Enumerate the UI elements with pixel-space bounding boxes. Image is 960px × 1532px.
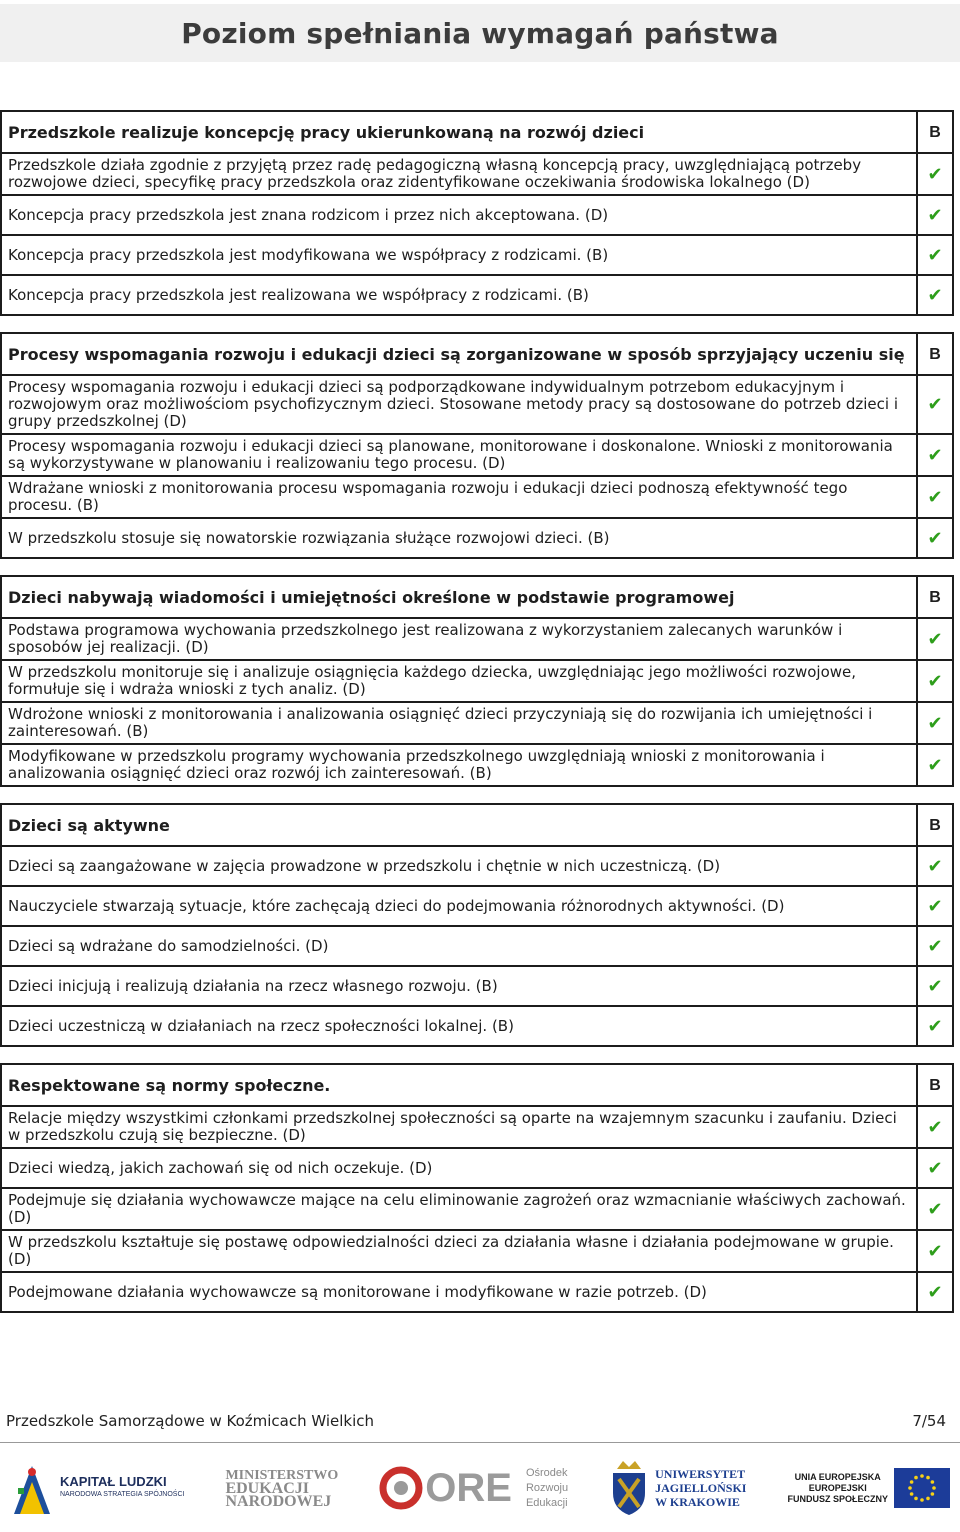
criterion-text: Podejmuje się działania wychowawcze mające na celu eliminowanie zagrożeń oraz wzmacnianie właściwych zachowań. (D): [0, 1189, 918, 1231]
checkmark-icon: ✔: [927, 975, 943, 997]
kapital-ludzki-emblem-icon: [10, 1458, 54, 1518]
uj-line-1: UNIWERSYTET: [655, 1467, 746, 1481]
eu-star: [914, 1476, 918, 1480]
eu-flag-icon: [894, 1468, 950, 1508]
criterion-row: [0, 1273, 954, 1313]
ue-line-1: UNIA EUROPEJSKA: [794, 1471, 881, 1482]
checkmark-icon: ✔: [927, 244, 943, 266]
requirement-header-row: [0, 803, 954, 847]
criterion-text: Modyfikowane w przedszkolu programy wychowania przedszkolnego uwzględniają wnioski z monitorowania i analizowania osiągnięć dzieci oraz rozwój ich zainteresowań. (B): [0, 745, 918, 787]
eu-star: [920, 1474, 924, 1478]
checkmark-icon: ✔: [927, 1198, 943, 1220]
criterion-text: W przedszkolu kształtuje się postawę odpowiedzialności dzieci za działania własne i działania podejmowane w grupie. (D): [0, 1231, 918, 1273]
ore-logo: [379, 1452, 568, 1524]
criterion-row: [0, 619, 954, 661]
criterion-mark-cell: [918, 927, 954, 967]
uj-line-2: JAGIELLOŃSKI: [655, 1481, 747, 1495]
criterion-row: [0, 1007, 954, 1047]
requirement-title: Dzieci są aktywne: [0, 803, 918, 847]
title-bar: [0, 4, 960, 62]
ore-name: ORE: [425, 1466, 512, 1510]
checkmark-icon: ✔: [927, 444, 943, 466]
criterion-row: [0, 745, 954, 787]
requirement-title: Przedszkole realizuje koncepcję pracy ukierunkowaną na rozwój dzieci: [0, 110, 918, 154]
footer-divider: [0, 1442, 960, 1443]
checkmark-icon: ✔: [927, 754, 943, 776]
ore-emblem-icon: [379, 1466, 423, 1510]
requirement-title: Respektowane są normy społeczne.: [0, 1063, 918, 1107]
criterion-row: [0, 847, 954, 887]
requirement-section: [0, 575, 954, 787]
requirement-section: [0, 332, 954, 559]
criterion-text: Relacje między wszystkimi członkami przedszkolnej społeczności są oparte na wzajemnym szacunku i zaufaniu. Dzieci w przedszkolu czują się bezpieczne. (D): [0, 1107, 918, 1149]
eu-star: [931, 1480, 935, 1484]
criterion-text: Podstawa programowa wychowania przedszkolnego jest realizowana z wykorzystaniem zalecanych warunków i sposobów jej realizacji. (D): [0, 619, 918, 661]
ue-line-2: EUROPEJSKI: [808, 1482, 867, 1493]
criterion-row: [0, 661, 954, 703]
criterion-text: Przedszkole działa zgodnie z przyjętą przez radę pedagogiczną własną koncepcją pracy, uwzględniającą potrzeby rozwojowe dzieci, specyfikę pracy przedszkola oraz zidentyfikowane oczekiwania środowiska lokalnego (D): [0, 154, 918, 196]
checkmark-icon: ✔: [927, 163, 943, 185]
eu-star: [931, 1492, 935, 1496]
requirement-grade: B: [918, 1063, 954, 1107]
criterion-text: Koncepcja pracy przedszkola jest znana rodzicom i przez nich akceptowana. (D): [0, 196, 918, 236]
uj-line-3: W KRAKOWIE: [655, 1495, 740, 1509]
checkmark-icon: ✔: [927, 670, 943, 692]
criterion-text: Dzieci inicjują i realizują działania na rzecz własnego rozwoju. (B): [0, 967, 918, 1007]
criterion-row: [0, 1189, 954, 1231]
eu-star: [926, 1497, 930, 1501]
ore-line-1: Ośrodek: [525, 1466, 568, 1479]
criterion-row: [0, 519, 954, 559]
criterion-row: [0, 196, 954, 236]
checkmark-icon: ✔: [927, 1240, 943, 1262]
criterion-text: Dzieci wiedzą, jakich zachowań się od nich oczekuje. (D): [0, 1149, 918, 1189]
checkmark-icon: ✔: [927, 628, 943, 650]
criterion-mark-cell: [918, 154, 954, 196]
criterion-mark-cell: [918, 1189, 954, 1231]
criterion-text: Procesy wspomagania rozwoju i edukacji dzieci są planowane, monitorowane i doskonalone. Wnioski z monitorowania są wykorzystywane w planowaniu i realizowaniu tego procesu. (D): [0, 435, 918, 477]
eu-star: [920, 1498, 924, 1502]
criterion-text: Koncepcja pracy przedszkola jest realizowana we współpracy z rodzicami. (B): [0, 276, 918, 316]
kapital-ludzki-tagline: NARODOWA STRATEGIA SPÓJNOŚCI: [60, 1491, 185, 1498]
logo-strip: [0, 1452, 960, 1524]
criterion-mark-cell: [918, 967, 954, 1007]
men-logo: [225, 1452, 338, 1524]
men-line-2: EDUKACJI: [225, 1479, 310, 1497]
criterion-mark-cell: [918, 1007, 954, 1047]
criterion-row: [0, 477, 954, 519]
checkmark-icon: ✔: [927, 935, 943, 957]
criterion-row: [0, 967, 954, 1007]
criterion-row: [0, 927, 954, 967]
requirement-title: Dzieci nabywają wiadomości i umiejętności określone w podstawie programowej: [0, 575, 918, 619]
eu-star: [910, 1492, 914, 1496]
criterion-mark-cell: [918, 1273, 954, 1313]
criterion-mark-cell: [918, 619, 954, 661]
ore-line-2: Rozwoju: [525, 1481, 569, 1494]
checkmark-icon: ✔: [927, 204, 943, 226]
criterion-text: Nauczyciele stwarzają sytuacje, które zachęcają dzieci do podejmowania różnorodnych aktywności. (D): [0, 887, 918, 927]
criterion-text: Wdrażane wnioski z monitorowania procesu wspomagania rozwoju i edukacji dzieci podnoszą efektywność tego procesu. (B): [0, 477, 918, 519]
footer-school-name: Przedszkole Samorządowe w Koźmicach Wielkich: [6, 1412, 375, 1430]
eu-star: [908, 1486, 912, 1490]
page-number: 7/54: [912, 1412, 946, 1430]
requirement-title: Procesy wspomagania rozwoju i edukacji dzieci są zorganizowane w sposób sprzyjający uczeniu się: [0, 332, 918, 376]
checkmark-icon: ✔: [927, 1157, 943, 1179]
checkmark-icon: ✔: [927, 712, 943, 734]
criterion-mark-cell: [918, 376, 954, 435]
ue-line-3: FUNDUSZ SPOŁECZNY: [787, 1493, 888, 1504]
criterion-row: [0, 1107, 954, 1149]
checkmark-icon: ✔: [927, 284, 943, 306]
criterion-mark-cell: [918, 847, 954, 887]
criterion-text: W przedszkolu stosuje się nowatorskie rozwiązania służące rozwojowi dzieci. (B): [0, 519, 918, 559]
requirement-section: [0, 1063, 954, 1313]
criterion-mark-cell: [918, 745, 954, 787]
checkmark-icon: ✔: [927, 1281, 943, 1303]
requirement-header-row: [0, 110, 954, 154]
criterion-text: Dzieci są wdrażane do samodzielności. (D): [0, 927, 918, 967]
criterion-row: [0, 276, 954, 316]
criterion-row: [0, 1149, 954, 1189]
criterion-mark-cell: [918, 1107, 954, 1149]
page-title: Poziom spełniania wymagań państwa: [181, 16, 779, 50]
criterion-mark-cell: [918, 1231, 954, 1273]
checkmark-icon: ✔: [927, 1116, 943, 1138]
uj-logo: [609, 1452, 746, 1524]
kapital-ludzki-logo: [10, 1452, 184, 1524]
criterion-text: Dzieci uczestniczą w działaniach na rzecz społeczności lokalnej. (B): [0, 1007, 918, 1047]
criterion-mark-cell: [918, 196, 954, 236]
criterion-mark-cell: [918, 276, 954, 316]
criterion-mark-cell: [918, 1149, 954, 1189]
criterion-mark-cell: [918, 435, 954, 477]
criterion-mark-cell: [918, 477, 954, 519]
criterion-text: Koncepcja pracy przedszkola jest modyfikowana we współpracy z rodzicami. (B): [0, 236, 918, 276]
ore-line-3: Edukacji: [525, 1496, 568, 1509]
criterion-row: [0, 236, 954, 276]
requirement-header-row: [0, 332, 954, 376]
criterion-mark-cell: [918, 887, 954, 927]
eu-star: [926, 1476, 930, 1480]
uj-crest-icon: [609, 1459, 649, 1517]
requirements-content: [0, 110, 954, 1329]
criterion-mark-cell: [918, 236, 954, 276]
requirement-grade: B: [918, 575, 954, 619]
requirement-grade: B: [918, 110, 954, 154]
requirement-header-row: [0, 1063, 954, 1107]
kapital-ludzki-name: KAPITAŁ LUDZKI: [60, 1474, 167, 1489]
requirement-grade: B: [918, 803, 954, 847]
criterion-text: W przedszkolu monitoruje się i analizuje osiągnięcia każdego dziecka, uwzględniając jego możliwości rozwojowe, formułuje się i wdraża wnioski z tych analiz. (D): [0, 661, 918, 703]
checkmark-icon: ✔: [927, 486, 943, 508]
criterion-text: Procesy wspomagania rozwoju i edukacji dzieci są podporządkowane indywidualnym potrzebom edukacyjnym i rozwojowym oraz możliwościom psychofizycznym dzieci. Stosowane metody pracy są dostosowane do potrzeb dzieci i grupy przedszkolnej (D): [0, 376, 918, 435]
men-line-1: MINISTERSTWO: [225, 1467, 339, 1483]
checkmark-icon: ✔: [927, 394, 943, 415]
criterion-row: [0, 376, 954, 435]
men-line-3: NARODOWEJ: [225, 1492, 332, 1510]
eu-star: [910, 1480, 914, 1484]
ue-efs-logo: [787, 1452, 950, 1524]
criterion-mark-cell: [918, 703, 954, 745]
criterion-row: [0, 703, 954, 745]
eu-star: [932, 1486, 936, 1490]
page-footer: [6, 1412, 946, 1430]
criterion-text: Dzieci są zaangażowane w zajęcia prowadzone w przedszkolu i chętnie w nich uczestniczą. (D): [0, 847, 918, 887]
criterion-text: Podejmowane działania wychowawcze są monitorowane i modyfikowane w razie potrzeb. (D): [0, 1273, 918, 1313]
checkmark-icon: ✔: [927, 1015, 943, 1037]
criterion-mark-cell: [918, 661, 954, 703]
checkmark-icon: ✔: [927, 527, 943, 549]
criterion-row: [0, 887, 954, 927]
criterion-mark-cell: [918, 519, 954, 559]
requirement-section: [0, 110, 954, 316]
requirement-grade: B: [918, 332, 954, 376]
eu-star: [914, 1497, 918, 1501]
requirement-section: [0, 803, 954, 1047]
requirement-header-row: [0, 575, 954, 619]
criterion-text: Wdrożone wnioski z monitorowania i analizowania osiągnięć dzieci przyczyniają się do rozwijania ich umiejętności i zainteresowań. (B): [0, 703, 918, 745]
checkmark-icon: ✔: [927, 855, 943, 877]
criterion-row: [0, 1231, 954, 1273]
criterion-row: [0, 154, 954, 196]
criterion-row: [0, 435, 954, 477]
checkmark-icon: ✔: [927, 895, 943, 917]
